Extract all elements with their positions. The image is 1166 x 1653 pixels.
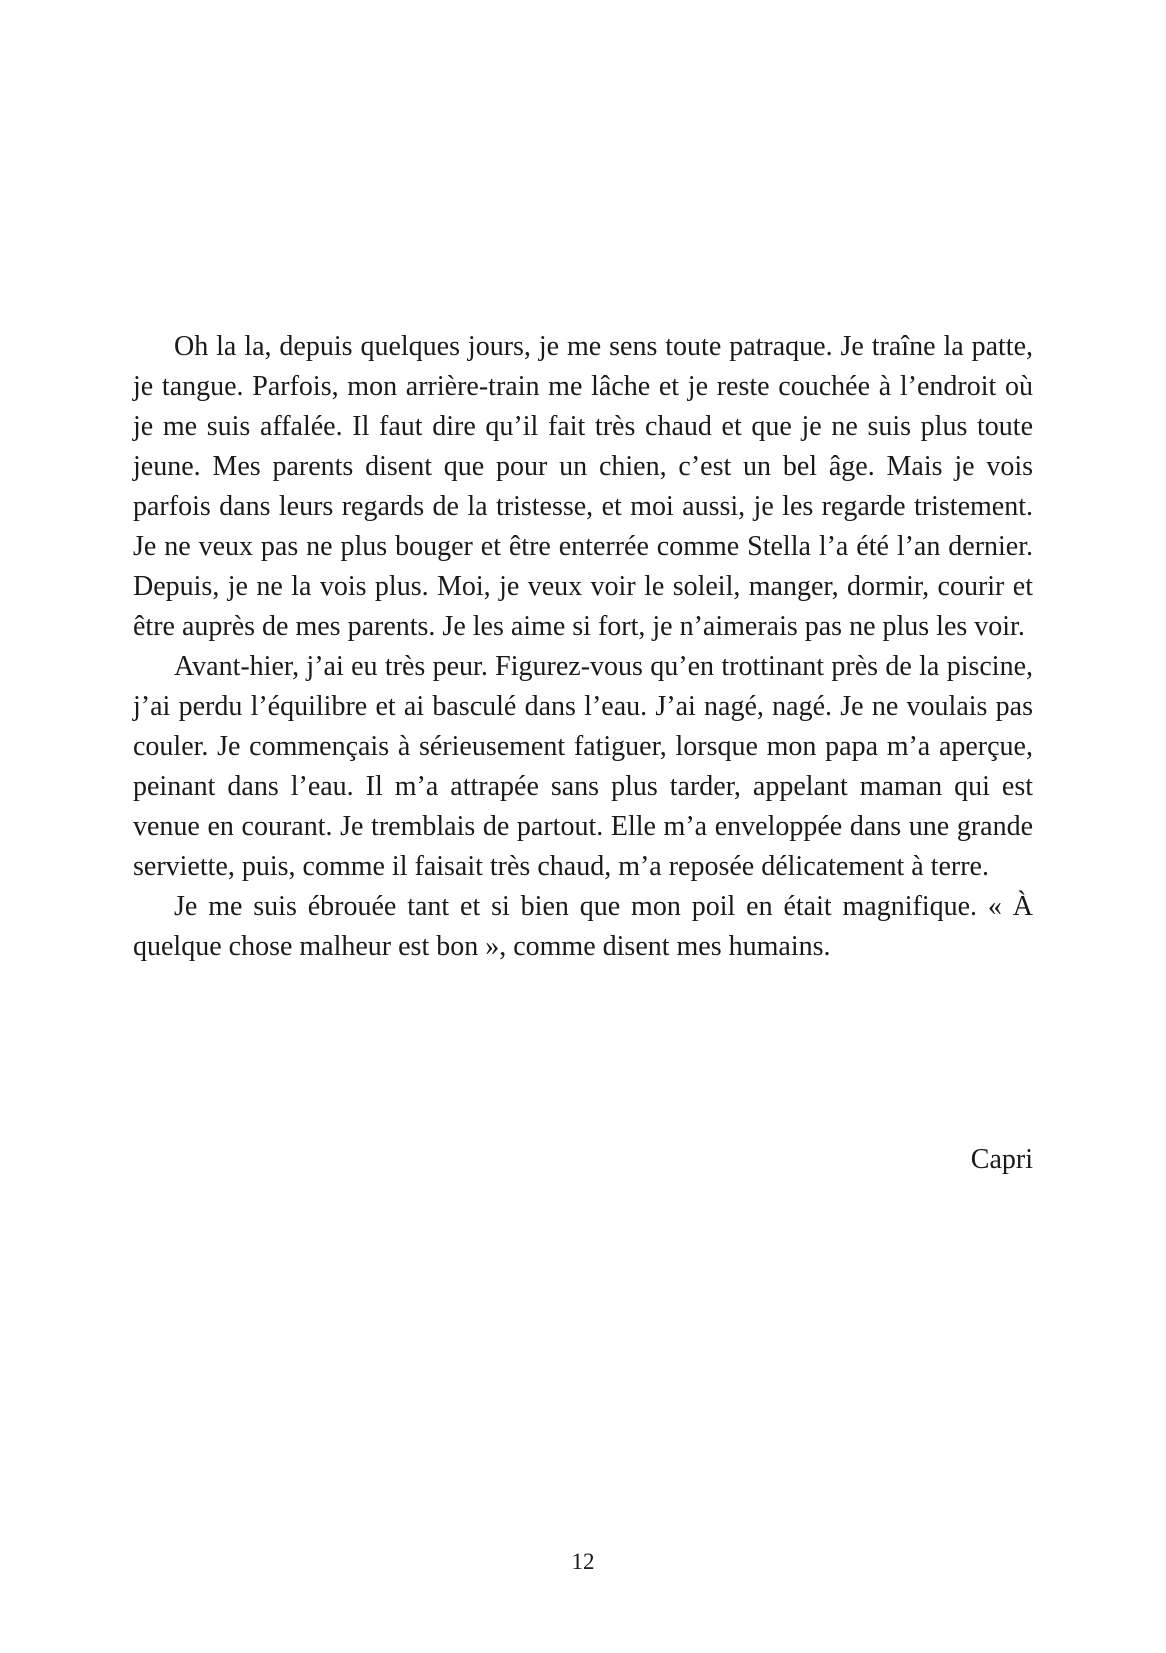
page-number: 12: [571, 1549, 595, 1574]
paragraph-1: Oh la la, depuis quelques jours, je me sens toute patraque. Je traîne la patte, je tangue. Parfois, mon arrière-train me lâche et je reste couchée à l’endroit où je me suis affalée. Il faut dire qu’il fait très chaud et que je ne suis plus toute jeune. Mes parents disent que pour un chien, c’est un bel âge. Mais je vois parfois dans leurs regards de la tristesse, et moi aussi, je les regarde tristement. Je ne veux pas ne plus bouger et être enterrée comme Stella l’a été l’an dernier. Depuis, je ne la vois plus. Moi, je veux voir le soleil, manger, dormir, courir et être auprès de mes parents. Je les aime si fort, je n’aimerais pas ne plus les voir.: [133, 331, 1033, 642]
signature: Capri: [970, 1144, 1033, 1175]
text-body: [133, 327, 1033, 967]
paragraph-3: Je me suis ébrouée tant et si bien que mon poil en était magnifique. « À quelque chose malheur est bon », comme disent mes humains.: [133, 891, 1033, 962]
paragraph-2: Avant-hier, j’ai eu très peur. Figurez-vous qu’en trottinant près de la piscine, j’ai perdu l’équilibre et ai basculé dans l’eau. J’ai nagé, nagé. Je ne voulais pas couler. Je commençais à sérieusement fatiguer, lorsque mon papa m’a aperçue, peinant dans l’eau. Il m’a attrapée sans plus tarder, appelant maman qui est venue en courant. Je tremblais de partout. Elle m’a enveloppée dans une grande serviette, puis, comme il faisait très chaud, m’a reposée délicatement à terre.: [133, 651, 1033, 882]
